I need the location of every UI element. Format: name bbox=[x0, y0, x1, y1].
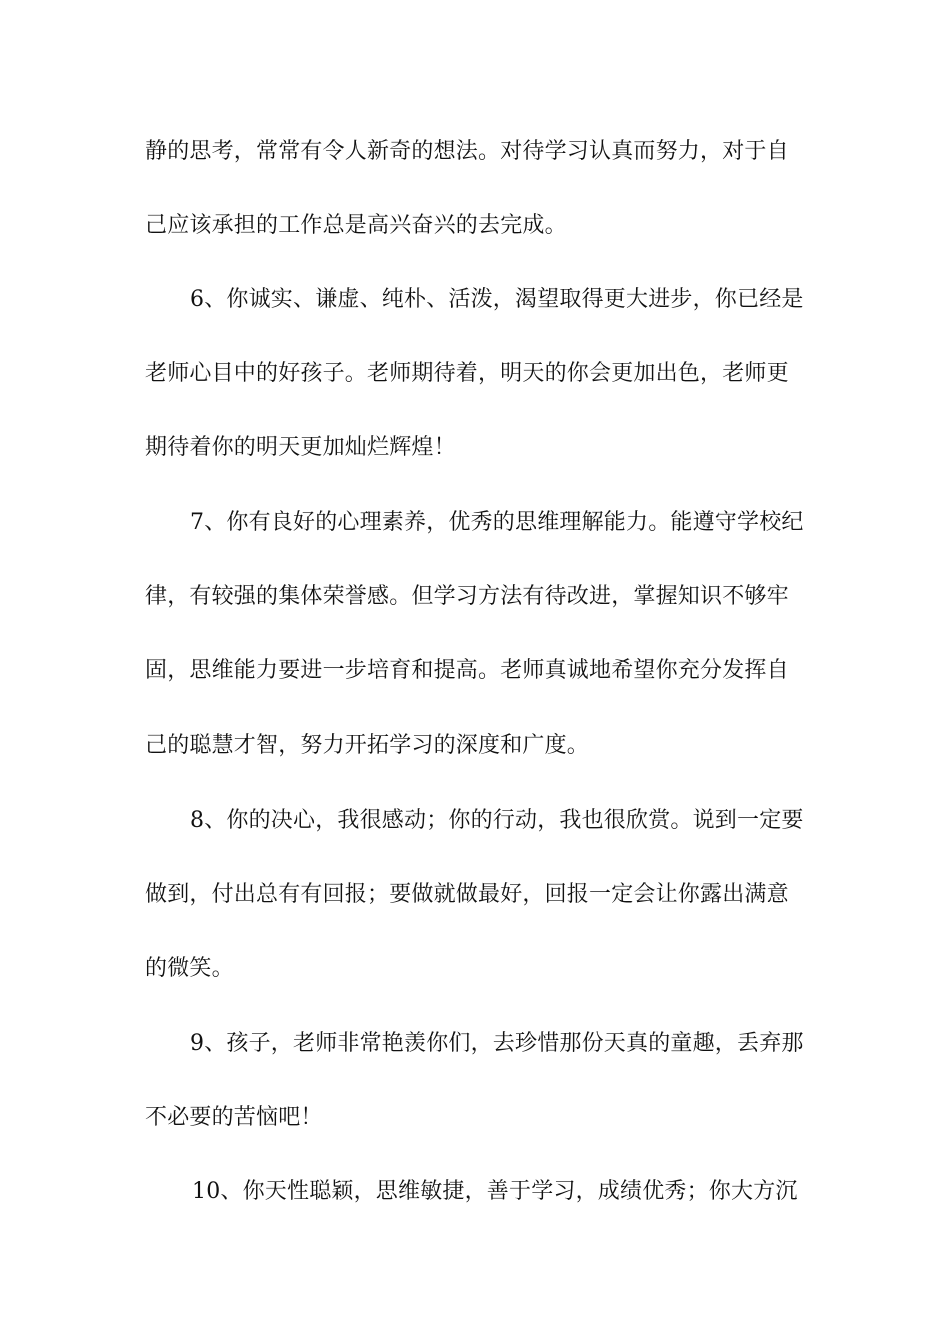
text-line: 8、你的决心，我很感动；你的行动，我也很欣赏。说到一定要 bbox=[190, 808, 804, 833]
text-line: 7、你有良好的心理素养，优秀的思维理解能力。能遵守学校纪 bbox=[190, 510, 804, 535]
text-line: 己的聪慧才智，努力开拓学习的深度和广度。 bbox=[145, 733, 590, 758]
text-line: 期待着你的明天更加灿烂辉煌！ bbox=[145, 435, 456, 460]
text-line: 己应该承担的工作总是高兴奋兴的去完成。 bbox=[145, 213, 567, 238]
text-line: 10、你天性聪颖，思维敏捷，善于学习，成绩优秀；你大方沉 bbox=[192, 1179, 798, 1204]
text-line: 固，思维能力要进一步培育和提高。老师真诚地希望你充分发挥自 bbox=[145, 658, 789, 683]
text-line: 静的思考，常常有令人新奇的想法。对待学习认真而努力，对于自 bbox=[145, 139, 789, 164]
text-line: 9、孩子，老师非常艳羡你们，去珍惜那份天真的童趣，丢弃那 bbox=[190, 1031, 804, 1056]
text-line: 的微笑。 bbox=[145, 956, 234, 981]
text-line: 律，有较强的集体荣誉感。但学习方法有待改进，掌握知识不够牢 bbox=[145, 584, 789, 609]
text-line: 老师心目中的好孩子。老师期待着，明天的你会更加出色，老师更 bbox=[145, 361, 789, 386]
text-line: 不必要的苦恼吧！ bbox=[145, 1105, 323, 1130]
text-line: 做到，付出总有有回报；要做就做最好，回报一定会让你露出满意 bbox=[145, 882, 789, 907]
text-line: 6、你诚实、谦虚、纯朴、活泼，渴望取得更大进步，你已经是 bbox=[190, 287, 804, 312]
